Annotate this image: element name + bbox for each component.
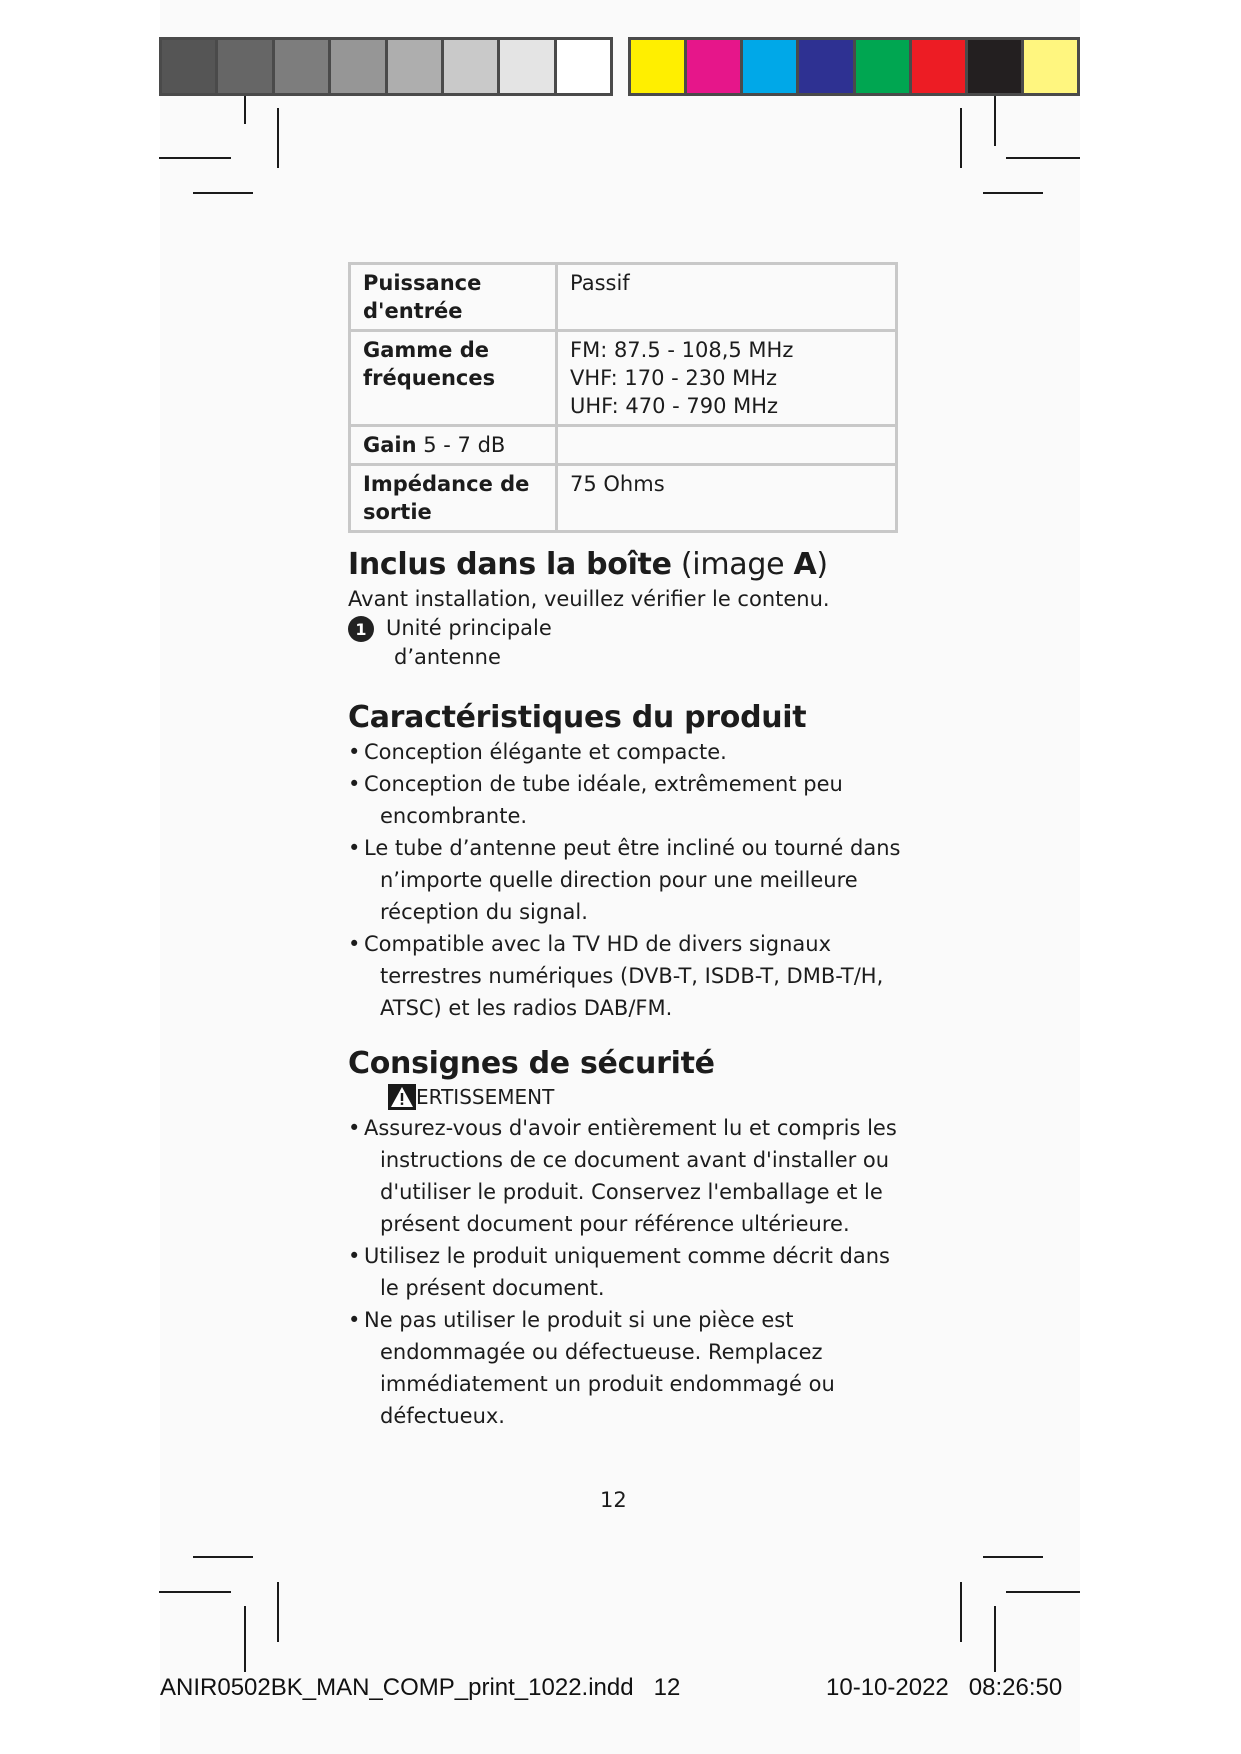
list-item: • Conception élégante et compacte. (348, 736, 908, 768)
included-title-bold: Inclus dans la boîte (348, 547, 672, 582)
color-swatch (687, 40, 743, 93)
page-content (348, 262, 908, 1432)
list-item: • Compatible avec la TV HD de divers signaux terrestres numériques (DVB-T, ISDB-T, DMB-T/H, ATSC) et les radios DAB/FM. (348, 928, 908, 1024)
crop-mark (277, 1582, 279, 1642)
footer-time: 08:26:50 (968, 1674, 1063, 1701)
color-swatch (557, 40, 610, 93)
crop-mark (193, 1556, 253, 1558)
crop-mark (193, 192, 253, 194)
warning-triangle-icon (388, 1084, 416, 1110)
list-item: • Le tube d’antenne peut être incliné ou tourné dans n’importe quelle direction pour une meilleure réception du signal. (348, 832, 908, 928)
color-swatch (500, 40, 556, 93)
spec-label: Impédance de sortie (350, 465, 557, 532)
crop-mark (983, 1556, 1043, 1558)
crop-mark (994, 96, 996, 146)
color-swatch (799, 40, 855, 93)
color-swatch (162, 40, 218, 93)
crop-mark (159, 157, 231, 159)
features-title: Caractéristiques du produit (348, 700, 807, 735)
footer-filename (160, 1674, 680, 1702)
crop-mark (960, 1582, 962, 1642)
included-title-letter: A (793, 547, 817, 582)
page-number: 12 (600, 1488, 627, 1512)
list-item: • Utilisez le produit uniquement comme décrit dans le présent document. (348, 1240, 908, 1304)
color-swatch (912, 40, 968, 93)
color-swatch (331, 40, 387, 93)
table-row (350, 264, 897, 331)
footer-file: ANIR0502BK_MAN_COMP_print_1022.indd 12 (160, 1674, 681, 1701)
included-title-close: ) (816, 547, 828, 582)
table-row (350, 465, 897, 532)
included-intro: Avant installation, veuillez vérifier le contenu. (348, 587, 830, 611)
footer-date: 10-10-2022 (826, 1674, 949, 1701)
table-row (350, 426, 897, 465)
color-swatch (968, 40, 1024, 93)
gray-color-bar (159, 37, 613, 96)
crop-mark (244, 96, 246, 124)
footer-timestamp (826, 1674, 1062, 1702)
included-title (348, 547, 908, 583)
color-swatch (631, 40, 687, 93)
spec-value (557, 426, 897, 465)
included-item-line: Unité principale (386, 616, 552, 640)
list-item: • Ne pas utiliser le produit si une pièce est endommagée ou défectueuse. Remplacez immédiatement un produit endommagé ou défectueux. (348, 1304, 908, 1432)
crop-mark (159, 1591, 231, 1593)
warning-row (388, 1082, 908, 1112)
spec-label-suffix: 5 - 7 dB (416, 433, 506, 457)
included-item (348, 614, 908, 672)
spec-label: Gamme de fréquences (350, 331, 557, 426)
crop-mark (1006, 1591, 1080, 1593)
spec-label-text: Gain (363, 433, 417, 457)
crop-mark (277, 108, 279, 168)
color-swatch (856, 40, 912, 93)
safety-title: Consignes de sécurité (348, 1046, 715, 1081)
spec-value-line: UHF: 470 - 790 MHz (570, 394, 779, 418)
color-swatch (1024, 40, 1077, 93)
number-badge: 1 (348, 616, 374, 642)
crop-mark (1006, 157, 1080, 159)
warning-label: ERTISSEMENT (416, 1085, 555, 1109)
process-color-bar (628, 37, 1080, 96)
spec-label: Puissance d'entrée (350, 264, 557, 331)
included-title-normal: (image (671, 547, 794, 582)
crop-mark (994, 1606, 996, 1672)
spec-value (557, 331, 897, 426)
crop-mark (960, 108, 962, 168)
features-list (348, 736, 908, 1024)
spec-value: Passif (557, 264, 897, 331)
crop-mark (983, 192, 1043, 194)
color-swatch (275, 40, 331, 93)
crop-mark (244, 1606, 246, 1672)
color-swatch (218, 40, 274, 93)
included-item-line: d’antenne (394, 645, 501, 669)
color-swatch (444, 40, 500, 93)
spec-value-line: FM: 87.5 - 108,5 MHz (570, 338, 794, 362)
spec-value: 75 Ohms (557, 465, 897, 532)
list-item: • Conception de tube idéale, extrêmement peu encombrante. (348, 768, 908, 832)
spec-table (348, 262, 898, 533)
list-item: • Assurez-vous d'avoir entièrement lu et compris les instructions de ce document avant d'installer ou d'utiliser le produit. Conservez l'emballage et le présent document pour référence ultérieure. (348, 1112, 908, 1240)
spec-label (350, 426, 557, 465)
color-swatch (743, 40, 799, 93)
table-row (350, 331, 897, 426)
color-swatch (388, 40, 444, 93)
safety-list (348, 1112, 908, 1432)
spec-value-line: VHF: 170 - 230 MHz (570, 366, 778, 390)
